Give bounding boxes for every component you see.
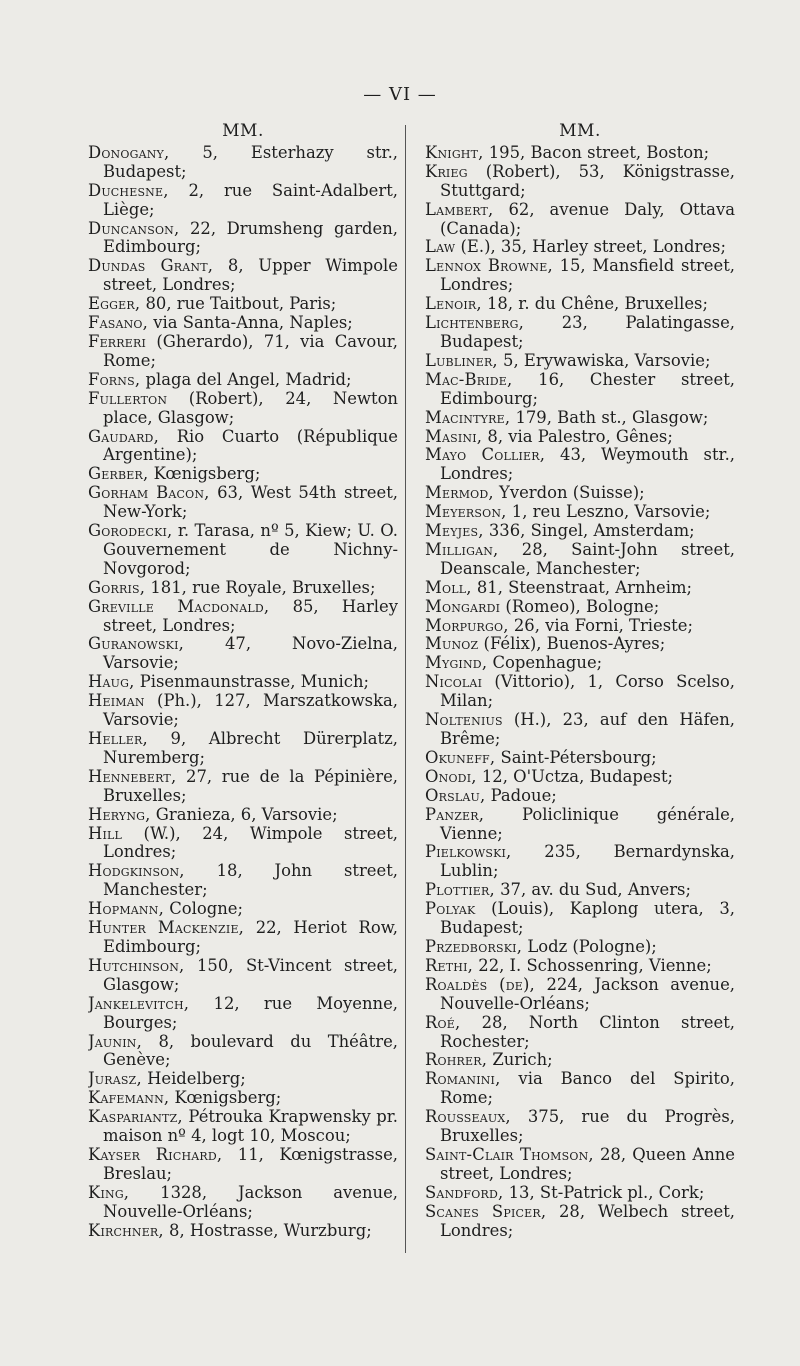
directory-entry — [425, 617, 735, 636]
directory-entry — [425, 957, 735, 976]
directory-entry — [88, 919, 398, 957]
entry-name: Heller, — [88, 730, 148, 748]
directory-entry — [88, 673, 398, 692]
directory-entry — [425, 787, 735, 806]
entry-address: 23, Palatingasse, Budapest; — [440, 314, 735, 351]
entry-address: 27, rue de la Pépinière, Bruxelles; — [103, 767, 398, 805]
entry-address: (Félix), Buenos-Ayres; — [478, 635, 666, 654]
entry-name: Heiman — [88, 692, 145, 711]
directory-entry — [88, 371, 398, 390]
entry-address: Cologne; — [163, 900, 243, 919]
entry-address: Saint-Pétersbourg; — [495, 748, 657, 767]
entry-address: 28, Welbech street, Londres; — [440, 1202, 735, 1240]
entry-name: Onodi, — [425, 767, 477, 786]
entry-address: 224, Jackson avenue, Nouvelle-Orléans; — [440, 975, 735, 1013]
entry-address: 28, Saint-John street, Deanscale, Manchester; — [440, 540, 735, 578]
entry-address: 1, reu Leszno, Varsovie; — [506, 503, 711, 522]
directory-entry — [425, 371, 735, 409]
directory-entry — [425, 635, 735, 654]
directory-entry — [425, 1051, 735, 1070]
directory-entry — [425, 238, 735, 257]
entry-name: Hunter Mackenzie, — [88, 919, 245, 938]
directory-entry — [425, 409, 735, 428]
left-column — [88, 122, 398, 1240]
directory-entry — [88, 730, 398, 768]
directory-entry — [88, 598, 398, 636]
entry-name: Kirchner, — [88, 1221, 164, 1240]
entry-address: 2, rue Saint-Adalbert, Liège; — [103, 181, 398, 219]
entry-address: 375, rue du Progrès, Bruxelles; — [440, 1108, 735, 1146]
directory-entry — [88, 579, 398, 598]
directory-entry — [88, 428, 398, 466]
entry-address: 9, Albrecht Dürerplatz, Nuremberg; — [103, 730, 398, 767]
entry-name: King, — [88, 1183, 130, 1202]
directory-entry — [425, 201, 735, 239]
entry-address: Rio Cuarto (République Argentine); — [103, 427, 398, 465]
entry-name: Milligan, — [425, 540, 499, 559]
entry-name: Mygind, — [425, 654, 488, 673]
directory-entry — [425, 428, 735, 447]
entry-address: 80, rue Taitbout, Paris; — [140, 295, 337, 314]
entry-address: 85, Harley street, Londres; — [103, 597, 398, 635]
entry-name: Forns, — [88, 370, 141, 389]
directory-entry — [425, 1070, 735, 1108]
directory-entry — [425, 938, 735, 957]
directory-entry — [425, 1014, 735, 1052]
directory-entry — [88, 957, 398, 995]
directory-entry — [88, 314, 398, 333]
entry-address: Policlinique générale, Vienne; — [440, 805, 735, 843]
entry-name: Hodgkinson, — [88, 862, 185, 881]
directory-entry — [88, 144, 398, 182]
entry-address: 5, Esterhazy str., Budapest; — [103, 143, 398, 181]
directory-entry — [88, 295, 398, 314]
directory-entry — [88, 768, 398, 806]
entry-name: Panzer, — [425, 805, 485, 824]
directory-entry — [425, 1184, 735, 1203]
entry-address: plaga del Angel, Madrid; — [140, 370, 352, 389]
entry-address: Kœnigsberg; — [148, 465, 261, 484]
entry-address: 22, Heriot Row, Edimbourg; — [103, 919, 398, 956]
entry-name: Jankelevitch, — [88, 994, 190, 1013]
entry-address: Kœnigsberg; — [169, 1089, 282, 1108]
entry-name: Masini, — [425, 427, 483, 446]
entry-address: (Robert), 53, Königstrasse, Stuttgard; — [440, 162, 735, 200]
entry-address: (Robert), 24, Newton place, Glasgow; — [103, 389, 398, 427]
directory-entry — [88, 635, 398, 673]
directory-entry — [425, 749, 735, 768]
entry-name: Lambert, — [425, 200, 494, 219]
entry-name: Okuneff, — [425, 748, 496, 767]
entry-address: 47, Novo-Zielna, Varsovie; — [103, 635, 398, 673]
entry-address: (Gherardo), 71, via Cavour, Rome; — [103, 332, 398, 370]
entry-address: Heidelberg; — [141, 1070, 246, 1089]
directory-entry — [88, 862, 398, 900]
directory-entry — [425, 900, 735, 938]
directory-entry — [88, 390, 398, 428]
directory-entry — [425, 711, 735, 749]
entry-name: Ferreri — [88, 332, 147, 351]
entry-name: Mac-Bride, — [425, 370, 513, 389]
entry-address: 5, Erywawiska, Varsovie; — [497, 351, 711, 370]
entry-address: Zurich; — [487, 1051, 553, 1070]
directory-entry — [88, 806, 398, 825]
page-number: — VI — — [363, 84, 437, 105]
directory-entry — [88, 825, 398, 863]
entry-address: 181, rue Royale, Bruxelles; — [145, 578, 376, 597]
entry-name: Rohrer, — [425, 1051, 488, 1070]
entry-name: Meyerson, — [425, 503, 507, 522]
entry-name: Kaspariantz, — [88, 1108, 183, 1127]
entry-address: 26, via Forni, Trieste; — [508, 616, 693, 635]
directory-entry — [425, 295, 735, 314]
entry-address: (Louis), Kaplong utera, 3, Budapest; — [440, 900, 735, 938]
entry-name: Polyak — [425, 900, 476, 919]
entry-name: Gorodecki, — [88, 522, 173, 541]
entry-name: Mongardi — [425, 597, 501, 616]
entry-name: Plottier, — [425, 881, 495, 900]
entry-address: 336, Singel, Amsterdam; — [483, 522, 695, 541]
entry-name: Munoz — [425, 635, 479, 654]
entry-name: Rethi, — [425, 956, 474, 975]
entry-address: Lodz (Pologne); — [522, 937, 657, 956]
directory-entry — [88, 995, 398, 1033]
directory-entry — [88, 1146, 398, 1184]
entry-name: Roé, — [425, 1013, 461, 1032]
entry-address: 18, John street, Manchester; — [103, 862, 398, 900]
entry-address: 150, St-Vincent street, Glasgow; — [103, 956, 398, 994]
directory-entry — [425, 1146, 735, 1184]
entry-name: Haug, — [88, 673, 135, 692]
entry-address: 28, Queen Anne street, Londres; — [440, 1145, 735, 1183]
entry-address: 12, O'Uctza, Budapest; — [476, 767, 674, 786]
directory-entry — [425, 654, 735, 673]
directory-entry — [88, 182, 398, 220]
entry-address: (E.), 35, Harley street, Londres; — [455, 238, 726, 257]
entry-name: Kafemann, — [88, 1089, 170, 1108]
directory-entry — [88, 333, 398, 371]
directory-entry — [425, 673, 735, 711]
directory-entry — [425, 503, 735, 522]
directory-entry — [425, 881, 735, 900]
entry-address: 8, via Palestro, Gênes; — [482, 427, 673, 446]
entry-name: Law — [425, 238, 456, 257]
directory-entry — [425, 976, 735, 1014]
right-column — [425, 122, 735, 1240]
directory-entry — [88, 1222, 398, 1241]
entry-name: Greville Macdonald, — [88, 597, 270, 616]
entry-name: Scanes Spicer, — [425, 1202, 547, 1221]
entry-name: Orslau, — [425, 786, 486, 805]
entry-name: Lichtenberg, — [425, 314, 525, 333]
entry-name: Dundas Grant, — [88, 257, 214, 276]
entry-address: 1328, Jackson avenue, Nouvelle-Orléans; — [103, 1183, 398, 1221]
directory-entry — [425, 806, 735, 844]
directory-entry — [425, 843, 735, 881]
entry-address: 8, Upper Wimpole street, Londres; — [103, 257, 398, 295]
directory-entry — [88, 220, 398, 258]
entry-name: Hopmann, — [88, 900, 164, 919]
entry-name: Przedborski, — [425, 937, 523, 956]
entry-name: Pielkowski, — [425, 843, 512, 862]
entry-address: via Santa-Anna, Naples; — [148, 314, 353, 333]
directory-entry — [425, 484, 735, 503]
directory-entry — [425, 446, 735, 484]
entry-name: Egger, — [88, 295, 141, 314]
directory-entry — [88, 484, 398, 522]
directory-entry — [425, 541, 735, 579]
directory-entry — [425, 598, 735, 617]
entry-address: (Romeo), Bologne; — [500, 597, 660, 616]
directory-entry — [425, 1108, 735, 1146]
entry-name: Hutchinson, — [88, 956, 185, 975]
directory-entry — [425, 1203, 735, 1241]
entry-name: Fasano, — [88, 314, 149, 333]
directory-entry — [88, 1184, 398, 1222]
entry-address: 62, avenue Daly, Ottava (Canada); — [440, 200, 735, 238]
entry-name: Heryng, — [88, 805, 151, 824]
entry-address: 235, Bernardynska, Lublin; — [440, 843, 735, 881]
entry-name: Moll, — [425, 578, 472, 597]
directory-entry — [425, 257, 735, 295]
directory-entry — [425, 352, 735, 371]
entry-address: (Vittorio), 1, Corso Scelso, Milan; — [440, 673, 735, 711]
directory-entry — [88, 1033, 398, 1071]
entry-name: Jaunin, — [88, 1032, 142, 1051]
entry-name: Fullerton — [88, 389, 168, 408]
entry-name: Macintyre, — [425, 408, 511, 427]
directory-entry — [88, 1108, 398, 1146]
entry-name: Saint-Clair Thomson, — [425, 1145, 594, 1164]
directory-entry — [425, 144, 735, 163]
entry-address: 11, Kœnigstrasse, Breslau; — [103, 1145, 398, 1183]
entry-name: Nicolai — [425, 673, 483, 692]
entry-address: Pétrouka Krapwensky pr. maison nº 4, logt 10, Moscou; — [103, 1108, 398, 1146]
entry-name: Donogany, — [88, 143, 170, 162]
entry-address: 63, West 54th street, New-York; — [103, 484, 398, 522]
directory-entry — [88, 1089, 398, 1108]
directory-entry — [88, 1070, 398, 1089]
entry-name: Guranowski, — [88, 635, 185, 654]
entry-address: 16, Chester street, Edimbourg; — [440, 370, 735, 408]
entry-address: 8, boulevard du Théâtre, Genève; — [103, 1032, 398, 1070]
entry-name: Jurasz, — [88, 1070, 142, 1089]
directory-entry — [88, 465, 398, 484]
entry-address: 179, Bath st., Glasgow; — [510, 408, 709, 427]
directory-entry — [425, 314, 735, 352]
column-heading: MM. — [559, 121, 601, 141]
entry-address: 37, av. du Sud, Anvers; — [494, 881, 691, 900]
entry-name: Morpurgo, — [425, 616, 509, 635]
entry-name: Hennebert, — [88, 767, 177, 786]
entry-address: 8, Hostrasse, Wurzburg; — [163, 1221, 372, 1240]
entry-address: Granieza, 6, Varsovie; — [150, 805, 338, 824]
entry-address: 81, Steenstraat, Arnheim; — [471, 578, 693, 597]
entry-address: 13, St-Patrick pl., Cork; — [503, 1183, 705, 1202]
entry-address: via Banco del Spirito, Rome; — [440, 1070, 735, 1108]
entry-name: Gaudard, — [88, 427, 159, 446]
entry-name: Rousseaux, — [425, 1108, 511, 1127]
entry-name: Mermod, — [425, 484, 494, 503]
entry-address: 18, r. du Chêne, Bruxelles; — [481, 295, 708, 314]
entry-address: (H.), 23, auf den Häfen, Brême; — [440, 711, 735, 748]
directory-entry — [88, 257, 398, 295]
entry-name: Lenoir, — [425, 295, 482, 314]
directory-entry — [425, 522, 735, 541]
entry-address: 12, rue Moyenne, Bourges; — [103, 994, 398, 1032]
entry-address: Padoue; — [485, 786, 557, 805]
entry-address: Pisenmaunstrasse, Munich; — [134, 673, 370, 692]
column-divider — [405, 125, 406, 1253]
entry-name: Mayo Collier, — [425, 446, 546, 465]
entry-name: Roaldès (de), — [425, 975, 535, 994]
entry-address: 43, Weymouth str., Londres; — [440, 446, 735, 484]
entry-name: Gerber, — [88, 465, 149, 484]
entry-name: Romanini, — [425, 1070, 501, 1089]
entry-address: 195, Bacon street, Boston; — [483, 143, 710, 162]
directory-entry — [425, 163, 735, 201]
entry-address: (Ph.), 127, Marszatkowska, Varsovie; — [103, 692, 398, 730]
entry-name: Sandford, — [425, 1183, 504, 1202]
entry-address: Copenhague; — [487, 654, 603, 673]
entry-name: Knight, — [425, 143, 484, 162]
directory-entry — [88, 900, 398, 919]
entry-name: Duncanson, — [88, 219, 180, 238]
entry-name: Noltenius — [425, 711, 503, 730]
entry-name: Duchesne, — [88, 181, 169, 200]
column-heading: MM. — [222, 121, 264, 141]
directory-entry — [88, 692, 398, 730]
entry-address: (W.), 24, Wimpole street, Londres; — [103, 824, 398, 862]
entry-address: 15, Mansfield street, Londres; — [440, 257, 735, 295]
entry-name: Lubliner, — [425, 351, 498, 370]
entry-name: Krieg — [425, 162, 468, 181]
directory-entry — [425, 579, 735, 598]
entry-name: Lennox Browne, — [425, 257, 553, 276]
entry-address: 28, North Clinton street, Rochester; — [440, 1013, 735, 1051]
entry-address: 22, I. Schossenring, Vienne; — [473, 956, 712, 975]
entry-name: Gorris, — [88, 578, 146, 597]
entry-name: Meyjes, — [425, 522, 484, 541]
entry-address: Yverdon (Suisse); — [493, 484, 645, 503]
entry-address: 22, Drumsheng garden, Edimbourg; — [103, 219, 398, 257]
directory-entry — [425, 768, 735, 787]
entry-address: r. Tarasa, nº 5, Kiew; U. O. Gouvernement de Nichny-Novgorod; — [103, 522, 398, 578]
entry-name: Hill — [88, 824, 123, 843]
directory-entry — [88, 522, 398, 579]
entry-name: Gorham Bacon, — [88, 484, 210, 503]
entry-name: Kayser Richard, — [88, 1145, 223, 1164]
